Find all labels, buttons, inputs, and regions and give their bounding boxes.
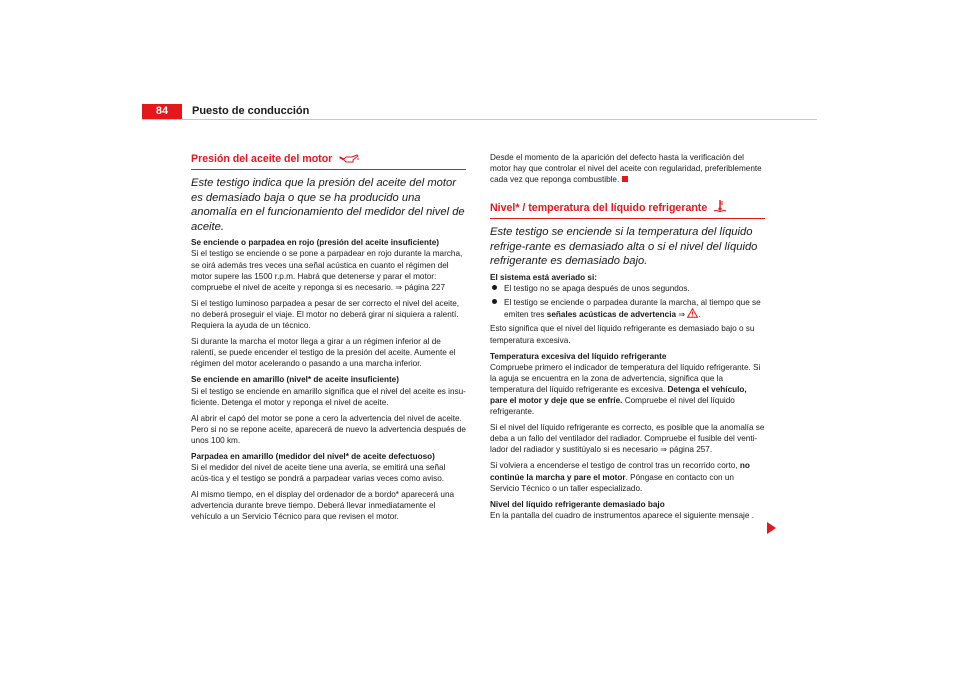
oil-pressure-intro: Este testigo indica que la presión del aceite del motor es demasiado baja o que se ha producido una anomalía en el funcionamiento del medidor del nivel de aceite. bbox=[191, 177, 465, 233]
bullet-icon bbox=[492, 285, 497, 290]
subheading-excess-temp: Temperatura excesiva del líquido refrigerante bbox=[490, 351, 667, 361]
paragraph: Al mismo tiempo, en el display del ordenador de a bordo* aparecerá una advertencia durante breve tiempo. Deberá llevar inmediatamente el vehículo a un Servicio Técnico para que revisen el motor. bbox=[191, 490, 455, 522]
list-item bbox=[490, 283, 765, 294]
subheading-low-level: Nivel del líquido refrigerante demasiado bajo bbox=[490, 499, 665, 509]
header-divider bbox=[142, 119, 817, 120]
paragraph-text: Desde el momento de la aparición del defecto hasta la verificación del motor hay que controlar el nivel del aceite con regularidad, preferiblemente cada vez que reponga combustible. bbox=[490, 153, 762, 185]
paragraph bbox=[490, 152, 765, 185]
paragraph-text: Si volviera a encenderse el testigo de control tras un recorrido corto, bbox=[490, 461, 740, 471]
list-item-bold: señales acústicas de advertencia bbox=[546, 310, 677, 320]
coolant-thermometer-icon bbox=[713, 199, 727, 213]
paragraph bbox=[490, 460, 765, 493]
oil-pressure-heading-text: Presión del aceite del motor bbox=[191, 153, 333, 165]
coolant-heading bbox=[490, 199, 765, 219]
oil-pressure-heading bbox=[191, 152, 466, 170]
coolant-intro: Este testigo se enciende si la temperatura del líquido refrige-rante es demasiado alta o si el nivel del líquido refrigerante es demasiado bajo. bbox=[490, 226, 758, 268]
paragraph: Esto significa que el nivel del líquido refrigerante es demasiado bajo o su temperatura excesiva. bbox=[490, 324, 755, 345]
continue-arrow-icon bbox=[767, 522, 776, 534]
paragraph: Si durante la marcha el motor llega a girar a un régimen inferior al de ralentí, se puede encender el testigo de la presión del aceite. Aumente el régimen del motor acelerando o pasando a una marcha inferior. bbox=[191, 337, 456, 369]
paragraph: Al abrir el capó del motor se pone a cero la advertencia del nivel de aceite. Pero si no se repone aceite, aparecerá de nuevo la advertencia después de unos 100 km. bbox=[191, 413, 466, 445]
list-item-text: El testigo se enciende o parpadea durante la marcha, al tiempo que se emiten tres bbox=[504, 298, 761, 320]
paragraph: Si el testigo se enciende o se pone a parpadear en rojo durante la marcha, se oirá además tres veces una señal acústica en cuanto el régimen del motor supere las 1500 r.p.m. Habrá que detenerse y parar el motor: compruebe el nivel de aceite y reponga si es necesario. ⇒ página 227 bbox=[191, 249, 463, 292]
paragraph: Si el nivel del líquido refrigerante es correcto, es posible que la anomalía se deba a un fallo del ventilador del radiador. Compruebe el fusible del venti-lador del radiador y sustitúyalo si es necesario ⇒ página 257. bbox=[490, 423, 765, 455]
right-column bbox=[490, 152, 765, 526]
subheading-yellow-blink: Parpadea en amarillo (medidor del nivel* de aceite defectuoso) bbox=[191, 451, 435, 461]
subheading-yellow: Se enciende en amarillo (nivel* de aceite insuficiente) bbox=[191, 375, 399, 385]
paragraph-bold: no continúe la marcha y pare el motor bbox=[490, 461, 750, 482]
coolant-heading-text: Nivel* / temperatura del líquido refrigerante bbox=[490, 202, 708, 215]
bullet-icon bbox=[492, 299, 497, 304]
page-number: 84 bbox=[142, 104, 182, 119]
subheading-red: Se enciende o parpadea en rojo (presión del aceite insuficiente) bbox=[191, 238, 439, 248]
oil-can-icon bbox=[338, 154, 360, 164]
list-item-text: ⇒ bbox=[676, 310, 688, 320]
subheading-fault: El sistema está averiado si: bbox=[490, 273, 597, 283]
left-column bbox=[191, 152, 466, 528]
paragraph-text: . Póngase en contacto con un Servicio Técnico o un taller especializado. bbox=[490, 472, 734, 493]
paragraph: En la pantalla del cuadro de instrumentos aparece el siguiente mensaje . bbox=[490, 510, 754, 520]
paragraph-bold: Detenga el vehículo, pare el motor y deje que se enfríe. bbox=[490, 384, 747, 405]
section-end-marker bbox=[622, 176, 628, 182]
warning-triangle-icon bbox=[687, 308, 698, 318]
paragraph-text: Compruebe primero el indicador de temperatura del líquido refrigerante. Si la aguja se encuentra en la zona de advertencia, significa que la temperatura del líquido refrigerante es excesiva. bbox=[490, 362, 761, 394]
list-item-text: El testigo no se apaga después de unos segundos. bbox=[504, 284, 690, 294]
paragraph: Si el medidor del nivel de aceite tiene una avería, se emitirá una señal acús-tica y el testigo se pondrá a parpadear varias veces como aviso. bbox=[191, 463, 446, 484]
paragraph-text: Compruebe el nivel del líquido refrigerante. bbox=[490, 396, 735, 417]
section-title: Puesto de conducción bbox=[192, 105, 310, 117]
paragraph: Si el testigo luminoso parpadea a pesar de ser correcto el nivel del aceite, no deberá proseguir el viaje. El motor no deberá girar ni siquiera a ralentí. Requiera la ayuda de un técnico. bbox=[191, 298, 460, 331]
paragraph: Si el testigo se enciende en amarillo significa que el nivel del aceite es insu-ficiente. Detenga el motor y reponga el nivel de aceite. bbox=[191, 386, 466, 407]
paragraph bbox=[490, 362, 765, 417]
list-item: El testigo se enciende o parpadea durante la marcha, al tiempo que se emiten tres señales acústicas de advertencia ⇒ . bbox=[490, 297, 765, 320]
